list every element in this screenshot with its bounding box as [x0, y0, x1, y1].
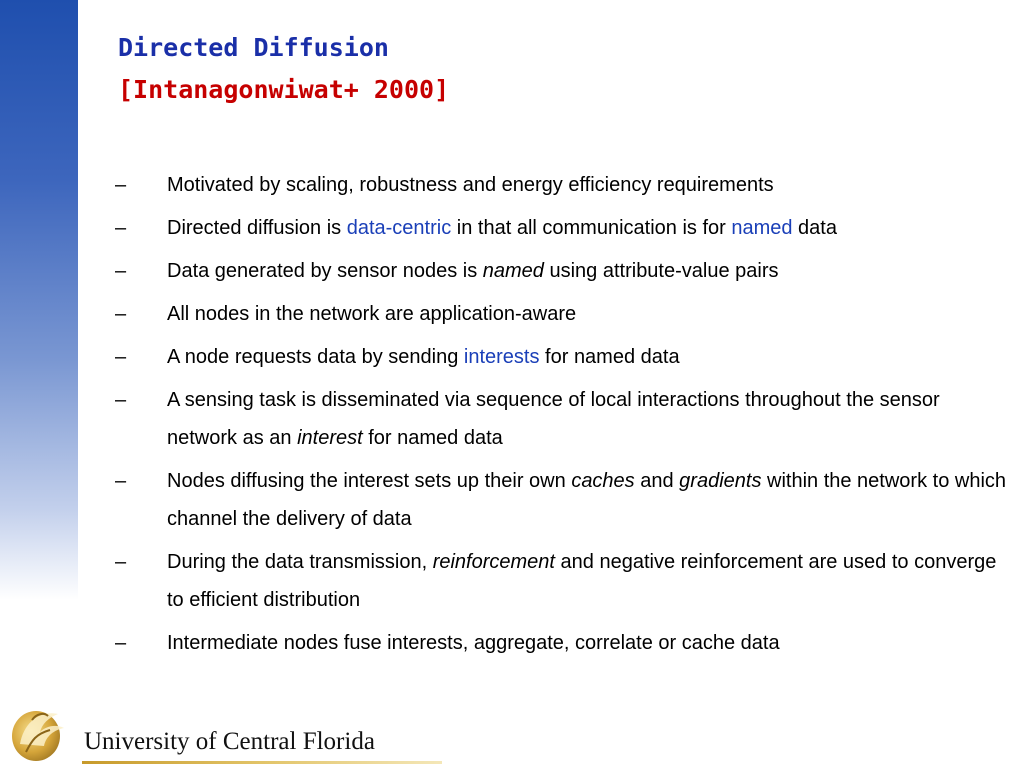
- bullet-text: Intermediate nodes fuse interests, aggregate, correlate or cache data: [167, 632, 780, 654]
- pegasus-logo-icon: [6, 700, 76, 764]
- bullet-text: for named data: [362, 427, 503, 449]
- bullet-item: [115, 381, 1010, 457]
- bullet-text: All nodes in the network are application-aware: [167, 303, 577, 325]
- bullet-text: using attribute-value pairs: [543, 260, 779, 282]
- bullet-dash: –: [115, 174, 127, 196]
- bullet-item: [115, 543, 1010, 619]
- bullet-text: Directed diffusion is: [167, 217, 347, 239]
- bullet-item: [115, 295, 1010, 333]
- bullet-text: data: [792, 217, 837, 239]
- bullet-item: [115, 252, 1010, 290]
- bullet-item: [115, 462, 1010, 538]
- title-block: [118, 30, 449, 108]
- university-name: University of Central Florida: [84, 728, 375, 755]
- highlighted-term: interests: [463, 346, 540, 368]
- bullet-text: Motivated by scaling, robustness and energy efficiency requirements: [167, 174, 774, 196]
- emphasized-term: named: [482, 260, 544, 282]
- emphasized-term: interest: [297, 427, 363, 449]
- footer-rule: [82, 761, 442, 764]
- bullet-text: A sensing task is disseminated via sequence of local interactions throughout the sensor network as an: [167, 389, 940, 449]
- bullet-item: [115, 209, 1010, 247]
- bullet-dash: –: [115, 632, 127, 654]
- highlighted-term: named: [731, 217, 793, 239]
- slide-title: Directed Diffusion: [118, 33, 389, 62]
- bullet-item: [115, 338, 1010, 376]
- emphasized-term: reinforcement: [432, 551, 555, 573]
- bullet-text: Data generated by sensor nodes is: [167, 260, 483, 282]
- bullet-text: for named data: [539, 346, 680, 368]
- bullet-dash: –: [115, 217, 127, 239]
- emphasized-term: gradients: [679, 470, 762, 492]
- bullet-text: and negative reinforcement are used to converge to efficient distribution: [167, 551, 997, 611]
- emphasized-term: caches: [571, 470, 635, 492]
- bullet-list: [115, 166, 1010, 667]
- bullet-text: Nodes diffusing the interest sets up their own: [167, 470, 572, 492]
- bullet-item: [115, 624, 1010, 662]
- bullet-item: [115, 166, 1010, 204]
- bullet-dash: –: [115, 260, 127, 282]
- slide-reference: [Intanagonwiwat+ 2000]: [118, 75, 450, 104]
- sidebar-gradient: [0, 0, 78, 600]
- bullet-dash: –: [115, 551, 127, 573]
- bullet-dash: –: [115, 470, 127, 492]
- bullet-text: within the network to which channel the delivery of data: [167, 470, 1007, 530]
- bullet-text: in that all communication is for: [451, 217, 732, 239]
- highlighted-term: data-centric: [346, 217, 452, 239]
- bullet-text: During the data transmission,: [167, 551, 433, 573]
- bullet-text: and: [634, 470, 680, 492]
- bullet-dash: –: [115, 346, 127, 368]
- bullet-dash: –: [115, 303, 127, 325]
- bullet-dash: –: [115, 389, 127, 411]
- bullet-text: A node requests data by sending: [167, 346, 464, 368]
